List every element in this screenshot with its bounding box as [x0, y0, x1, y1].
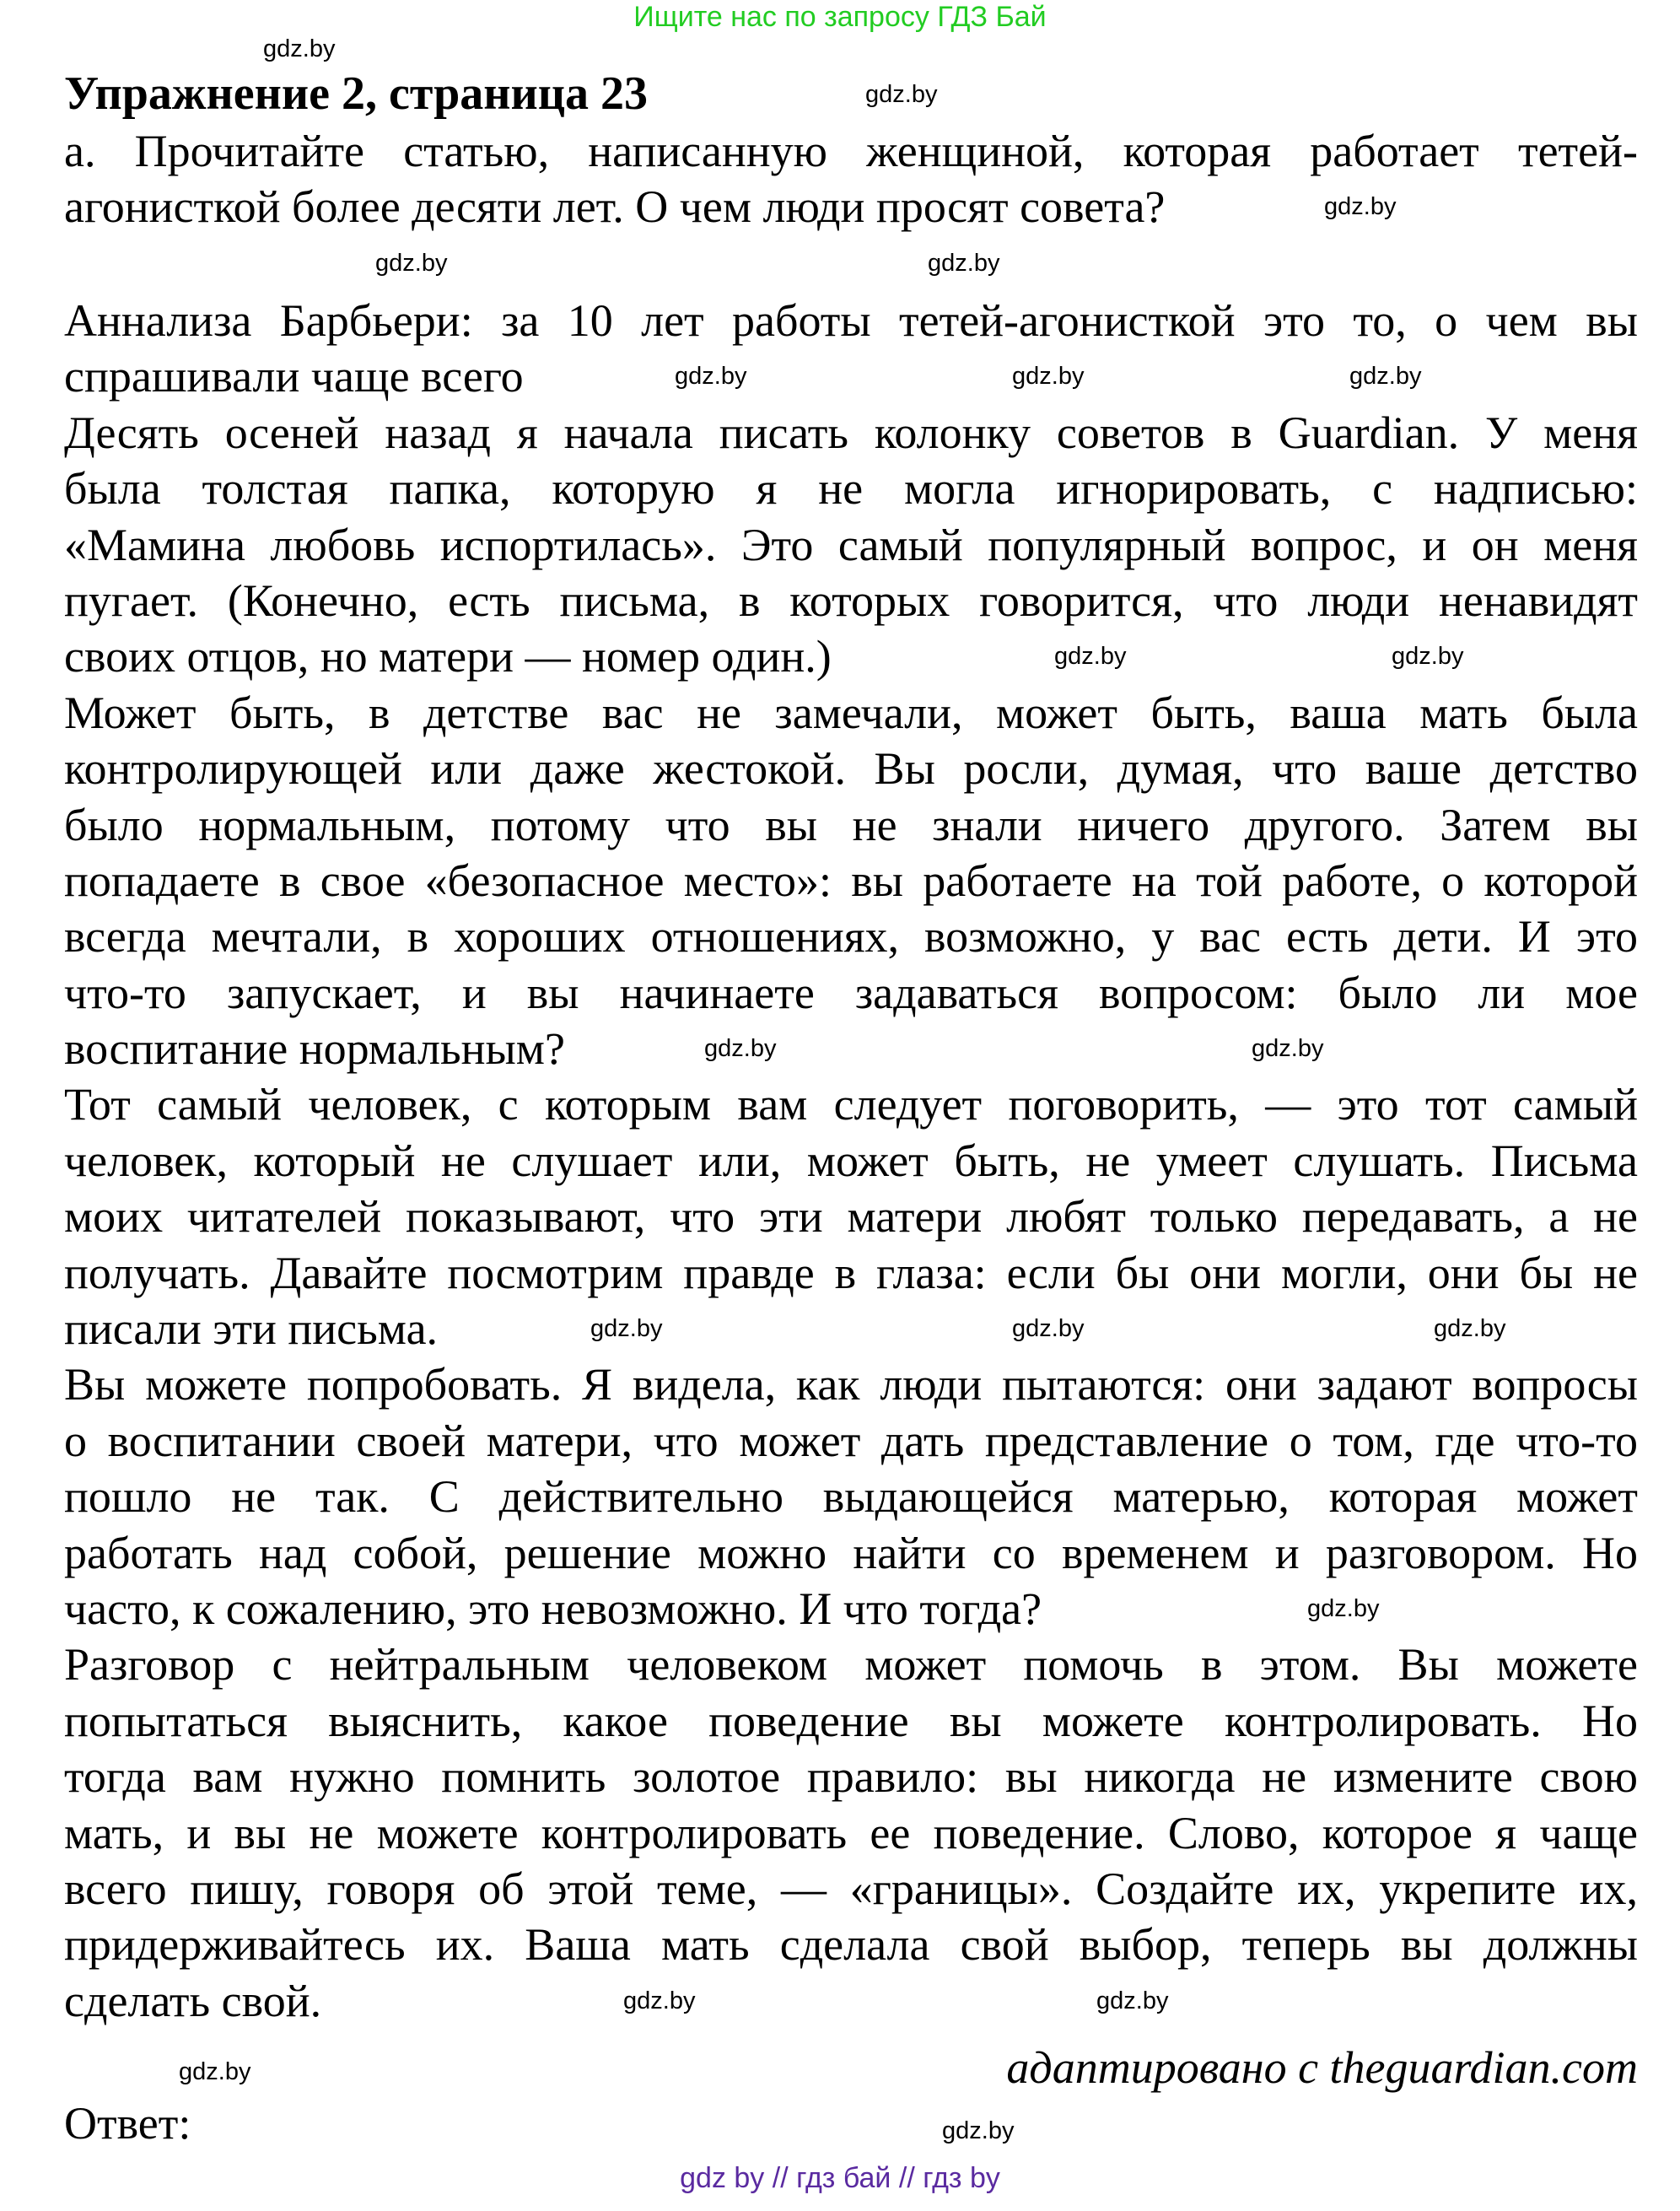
watermark: gdz.by — [1054, 643, 1127, 670]
article-line: было нормальным, потому что вы не знали ничего другого. Затем вы — [64, 799, 1638, 850]
article-line: контролирующей или даже жестокой. Вы росли, думая, что ваше детство — [64, 743, 1638, 795]
watermark: gdz.by — [375, 250, 448, 277]
article-line: Может быть, в детстве вас не замечали, может быть, ваша мать была — [64, 687, 1638, 738]
task-line: агонисткой более десяти лет. О чем люди просят совета? — [64, 181, 1166, 233]
watermark: gdz.by — [675, 363, 747, 390]
watermark: gdz.by — [1434, 1315, 1506, 1342]
watermark: gdz.by — [1349, 363, 1422, 390]
article-line: сделать свой. — [64, 1975, 322, 2026]
article-line: попытаться выяснить, какое поведение вы можете контролировать. Но — [64, 1695, 1638, 1746]
watermark: gdz.by — [1096, 1987, 1169, 2014]
article-line: Десять осеней назад я начала писать колонку советов в Guardian. У меня — [64, 407, 1638, 458]
watermark: gdz.by — [704, 1035, 777, 1062]
article-line: о воспитании своей матери, что может дать представление о том, где что-то — [64, 1415, 1638, 1466]
watermark: gdz.by — [1252, 1035, 1324, 1062]
article-line: Аннализа Барбьери: за 10 лет работы тетей-агонисткой это то, о чем вы — [64, 295, 1638, 346]
watermark: gdz.by — [942, 2117, 1015, 2144]
article-line: всего пишу, говоря об этой теме, — «границы». Создайте их, укрепите их, — [64, 1863, 1638, 1914]
watermark: gdz.by — [1012, 1315, 1085, 1342]
watermark: gdz.by — [865, 81, 938, 108]
article-line: спрашивали чаще всего — [64, 351, 524, 402]
article-line: всегда мечтали, в хороших отношениях, возможно, у вас есть дети. И это — [64, 911, 1638, 963]
watermark: gdz.by — [1012, 363, 1085, 390]
watermark: gdz.by — [179, 2058, 251, 2085]
watermark: gdz.by — [263, 35, 336, 62]
answer-label: Ответ: — [64, 2098, 191, 2149]
source-credit: адаптировано с theguardian.com — [1006, 2042, 1638, 2093]
article-line: Разговор с нейтральным человеком может помочь в этом. Вы можете — [64, 1639, 1638, 1691]
article-line: пугает. (Конечно, есть письма, в которых говорится, что люди ненавидят — [64, 574, 1638, 626]
article-line: писали эти письма. — [64, 1303, 439, 1355]
article-line: получать. Давайте посмотрим правде в глаза: если бы они могли, они бы не — [64, 1247, 1638, 1298]
article-text — [64, 293, 1638, 2029]
article-line: придерживайтесь их. Ваша мать сделала свой выбор, теперь вы должны — [64, 1919, 1638, 1971]
article-line: моих читателей показывают, что эти матери любят только передавать, а не — [64, 1191, 1638, 1243]
article-line: человек, который не слушает или, может быть, не умеет слушать. Письма — [64, 1135, 1638, 1186]
watermark: gdz.by — [1324, 193, 1397, 220]
article-line: своих отцов, но матери — номер один.) — [64, 631, 832, 682]
page-title: Упражнение 2, страница 23 — [64, 67, 649, 120]
article-line: работать над собой, решение можно найти со временем и разговором. Но — [64, 1527, 1638, 1578]
search-banner: Ищите нас по запросу ГДЗ Бай — [633, 1, 1047, 33]
article-line: часто, к сожалению, это невозможно. И что тогда? — [64, 1583, 1042, 1634]
article-line: воспитание нормальным? — [64, 1023, 565, 1075]
article-line: была толстая папка, которую я не могла игнорировать, с надписью: — [64, 463, 1638, 515]
article-line: тогда вам нужно помнить золотое правило: вы никогда не измените свою — [64, 1751, 1638, 1803]
watermark: gdz.by — [623, 1987, 696, 2014]
watermark: gdz.by — [928, 250, 1000, 277]
footer-links: gdz by // гдз бай // гдз by — [680, 2162, 1000, 2194]
article-line: что-то запускает, и вы начинаете задаваться вопросом: было ли мое — [64, 967, 1638, 1018]
task-line: а. Прочитайте статью, написанную женщиной, которая работает тетей- — [64, 126, 1638, 176]
article-line: «Мамина любовь испортилась». Это самый популярный вопрос, и он меня — [64, 519, 1638, 570]
article-line: Вы можете попробовать. Я видела, как люди пытаются: они задают вопросы — [64, 1359, 1638, 1410]
article-line: попадаете в свое «безопасное место»: вы работаете на той работе, о которой — [64, 855, 1638, 906]
article-line: мать, и вы не можете контролировать ее поведение. Слово, которое я чаще — [64, 1807, 1638, 1858]
article-line: пошло не так. С действительно выдающейся матерью, которая может — [64, 1471, 1638, 1523]
watermark: gdz.by — [1307, 1595, 1380, 1622]
article-line: Тот самый человек, с которым вам следует поговорить, — это тот самый — [64, 1079, 1638, 1130]
watermark: gdz.by — [590, 1315, 663, 1342]
task-text — [64, 123, 1638, 235]
watermark: gdz.by — [1392, 643, 1464, 670]
